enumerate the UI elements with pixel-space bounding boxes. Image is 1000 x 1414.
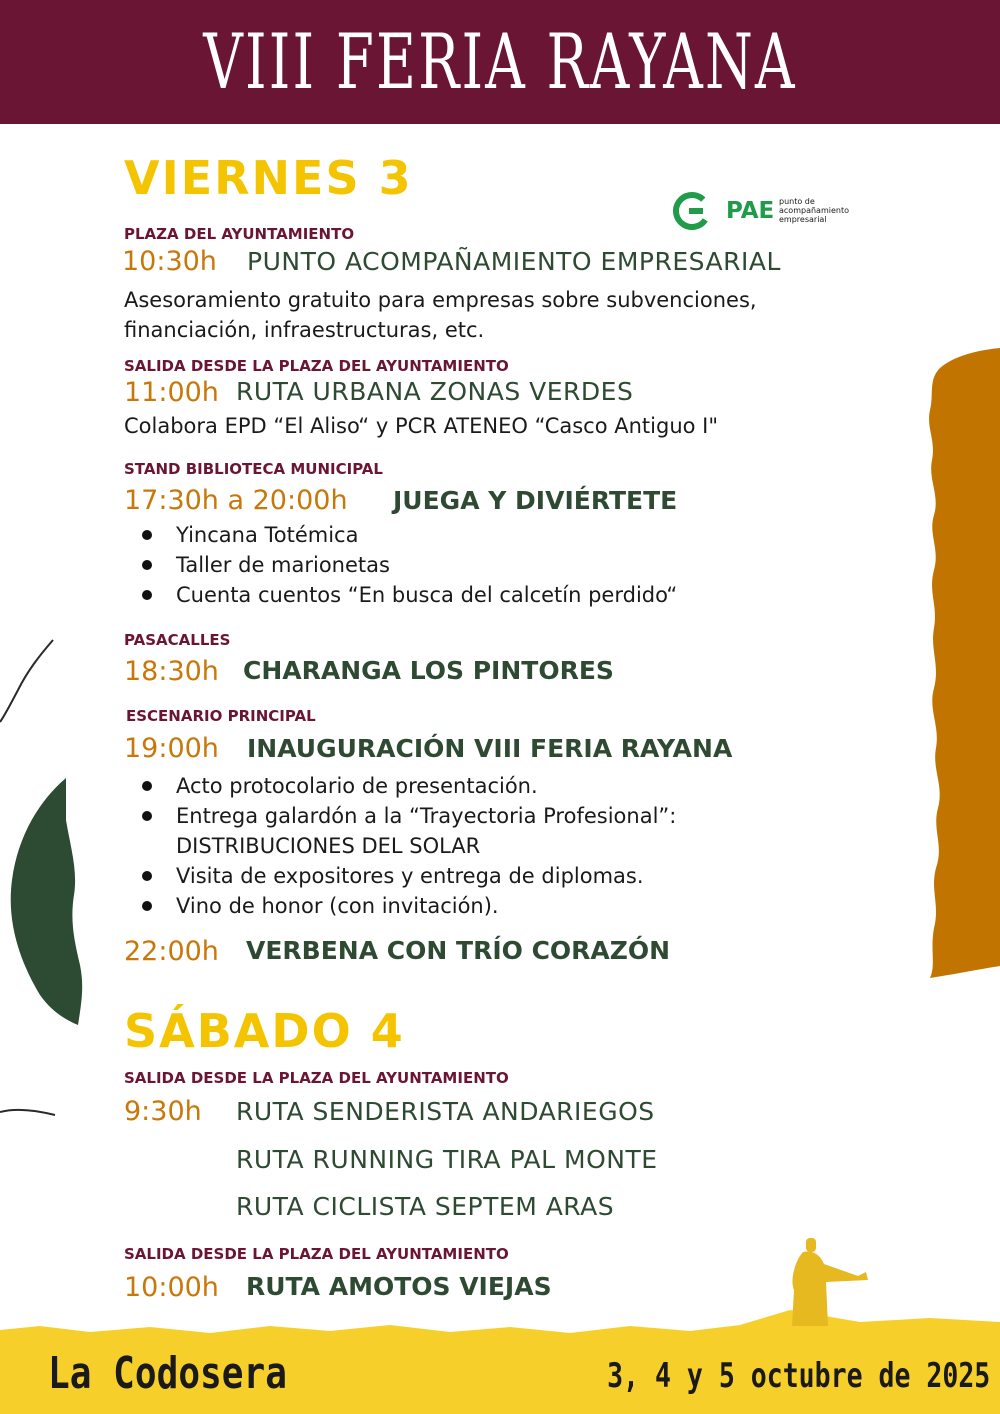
statue-silhouette (792, 1238, 868, 1326)
event-time: 17:30h a 20:00h (124, 485, 348, 516)
event-time: 10:00h (124, 1272, 219, 1303)
event-time: 9:30h (124, 1096, 202, 1127)
event-title: RUTA SENDERISTA ANDARIEGOS (236, 1097, 655, 1126)
pae-logo-icon (672, 191, 720, 231)
list-item: Yincana Totémica (124, 520, 677, 550)
event-title: RUTA AMOTOS VIEJAS (246, 1272, 552, 1301)
list-item: Entrega galardón a la “Trayectoria Profesional”: (124, 801, 676, 831)
event-title: INAUGURACIÓN VIII FERIA RAYANA (247, 734, 733, 763)
dark-stroke-line (0, 640, 53, 722)
event-description: Asesoramiento gratuito para empresas sobre subvenciones, financiación, infraestructuras, etc. (124, 288, 757, 342)
venue-label: PLAZA DEL AYUNTAMIENTO (124, 225, 355, 243)
bullet-list (124, 771, 676, 921)
event-title: JUEGA Y DIVIÉRTETE (393, 486, 678, 515)
list-item: Visita de expositores y entrega de diplomas. (124, 861, 676, 891)
event-description: Colabora EPD “El Aliso“ y PCR ATENEO “Casco Antiguo I" (124, 414, 718, 438)
event-title: VERBENA CON TRÍO CORAZÓN (246, 936, 671, 965)
ochre-torn-shape (929, 348, 1000, 978)
bullet-icon (142, 871, 152, 881)
event-time: 19:00h (124, 733, 219, 764)
event-time: 11:00h (124, 377, 219, 408)
page-title: VIII FERIA RAYANA (203, 17, 797, 106)
list-item: Cuenta cuentos “En busca del calcetín perdido“ (124, 580, 677, 610)
event-time: 18:30h (124, 656, 219, 687)
event-title: RUTA RUNNING TIRA PAL MONTE (236, 1145, 658, 1174)
dark-stroke-line-2 (0, 1110, 55, 1115)
green-leaf-shape (11, 778, 82, 1025)
footer-town: La Codosera (48, 1348, 287, 1399)
venue-label: SALIDA DESDE LA PLAZA DEL AYUNTAMIENTO (124, 1069, 509, 1087)
event-title: RUTA URBANA ZONAS VERDES (236, 377, 634, 406)
day-heading-friday: VIERNES 3 (124, 151, 413, 205)
list-item: Acto protocolario de presentación. (124, 771, 676, 801)
list-item-continuation: DISTRIBUCIONES DEL SOLAR (176, 834, 481, 858)
bullet-icon (142, 781, 152, 791)
list-item: Vino de honor (con invitación). (124, 891, 676, 921)
venue-label: ESCENARIO PRINCIPAL (126, 707, 316, 725)
list-item: Taller de marionetas (124, 550, 677, 580)
bullet-icon (142, 560, 152, 570)
event-time: 22:00h (124, 936, 219, 967)
venue-label: STAND BIBLIOTECA MUNICIPAL (124, 460, 383, 478)
bullet-icon (142, 811, 152, 821)
bullet-list (124, 520, 677, 610)
event-title: PUNTO ACOMPAÑAMIENTO EMPRESARIAL (247, 247, 781, 276)
venue-label: SALIDA DESDE LA PLAZA DEL AYUNTAMIENTO (124, 357, 509, 375)
bullet-icon (142, 530, 152, 540)
day-heading-saturday: SÁBADO 4 (124, 1004, 405, 1058)
event-title: CHARANGA LOS PINTORES (243, 656, 614, 685)
venue-label: SALIDA DESDE LA PLAZA DEL AYUNTAMIENTO (124, 1245, 509, 1263)
pae-logo-acronym: PAE (726, 198, 775, 224)
bullet-icon (142, 901, 152, 911)
venue-label: PASACALLES (124, 631, 231, 649)
bullet-icon (142, 590, 152, 600)
pae-logo-subtitle: punto de acompañamiento empresarial (779, 197, 849, 224)
footer-dates: 3, 4 y 5 octubre de 2025 (606, 1356, 990, 1396)
event-title: RUTA CICLISTA SEPTEM ARAS (236, 1192, 615, 1221)
event-time: 10:30h (122, 246, 217, 277)
